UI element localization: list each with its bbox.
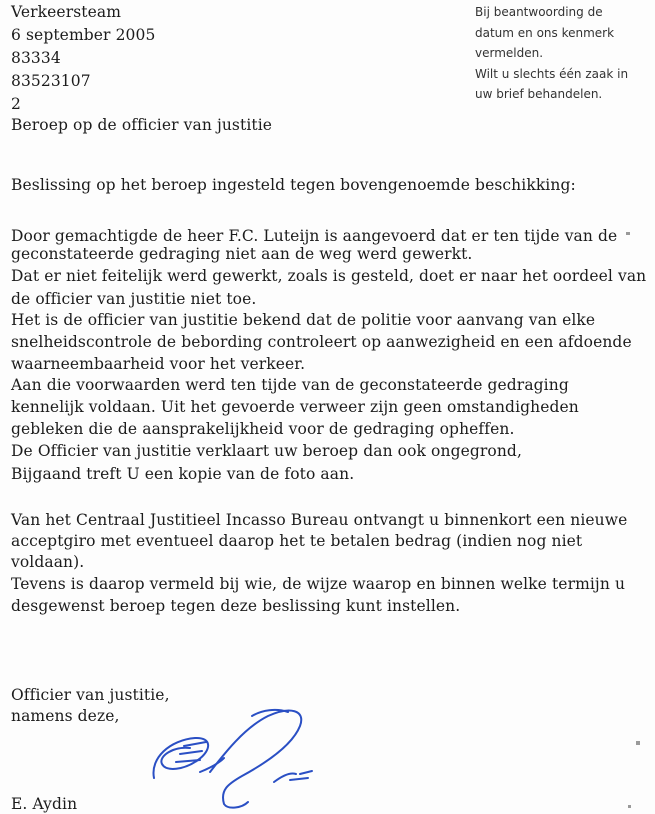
case-number: 83523107 [11, 72, 91, 90]
reply-instruction-line: datum en ons kenmerk [475, 25, 615, 40]
body-line: Aan die voorwaarden werd ten tijde van de geconstateerde gedraging [11, 376, 569, 394]
enclosure-count: 2 [11, 95, 21, 113]
body-line: snelheidscontrole de bebording controleert op aanwezigheid en een afdoende [11, 333, 632, 351]
scan-speck [636, 741, 640, 745]
body-line: Van het Centraal Justitieel Incasso Bureau ontvangt u binnenkort een nieuwe [11, 511, 628, 529]
body-line: Beslissing op het beroep ingesteld tegen bovengenoemde beschikking: [11, 176, 576, 194]
handwritten-signature [140, 698, 340, 814]
body-line: voldaan). [11, 553, 85, 571]
body-line: gebleken die de aansprakelijkheid voor de gedraging opheffen. [11, 420, 515, 438]
scan-speck [628, 805, 631, 808]
scan-speck [626, 232, 630, 235]
signature-stroke [274, 771, 312, 782]
body-line: kennelijk voldaan. Uit het gevoerde verweer zijn geen omstandigheden [11, 398, 579, 416]
signature-stroke [176, 742, 206, 762]
body-line: Door gemachtigde de heer F.C. Luteijn is aangevoerd dat er ten tijde van de [11, 227, 618, 245]
signatory-on-behalf: namens deze, [11, 707, 120, 725]
reply-instruction-line: uw brief behandelen. [475, 87, 603, 101]
letter-date: 6 september 2005 [11, 26, 156, 44]
body-line: geconstateerde gedraging niet aan de weg werd gewerkt. [11, 245, 473, 263]
letter-subject: Beroep op de officier van justitie [11, 116, 273, 134]
department-name: Verkeersteam [11, 3, 121, 21]
body-line: desgewenst beroep tegen deze beslissing kunt instellen. [11, 597, 461, 615]
body-line: Bijgaand treft U een kopie van de foto aan. [11, 465, 355, 483]
body-line: De Officier van justitie verklaart uw beroep dan ook ongegrond, [11, 442, 522, 460]
reply-instruction-line: Wilt u slechts één zaak in [475, 66, 629, 81]
signatory-name: E. Aydin [11, 795, 78, 813]
reference-number: 83334 [11, 49, 61, 67]
body-line: Het is de officier van justitie bekend dat de politie voor aanvang van elke [11, 311, 596, 329]
reply-instruction-line: Bij beantwoording de [475, 5, 603, 19]
signatory-title: Officier van justitie, [11, 686, 170, 704]
reply-instructions [475, 2, 628, 105]
body-line: Tevens is daarop vermeld bij wie, de wijze waarop en binnen welke termijn u [11, 575, 626, 593]
body-line: de officier van justitie niet toe. [11, 290, 257, 308]
reply-instruction-line: vermelden. [475, 46, 544, 60]
body-line: waarneembaarheid voor het verkeer. [11, 355, 306, 373]
body-line: acceptgiro met eventueel daarop het te betalen bedrag (indien nog niet [11, 532, 583, 550]
body-line: Dat er niet feitelijk werd gewerkt, zoals is gesteld, doet er naar het oordeel van [11, 267, 647, 285]
